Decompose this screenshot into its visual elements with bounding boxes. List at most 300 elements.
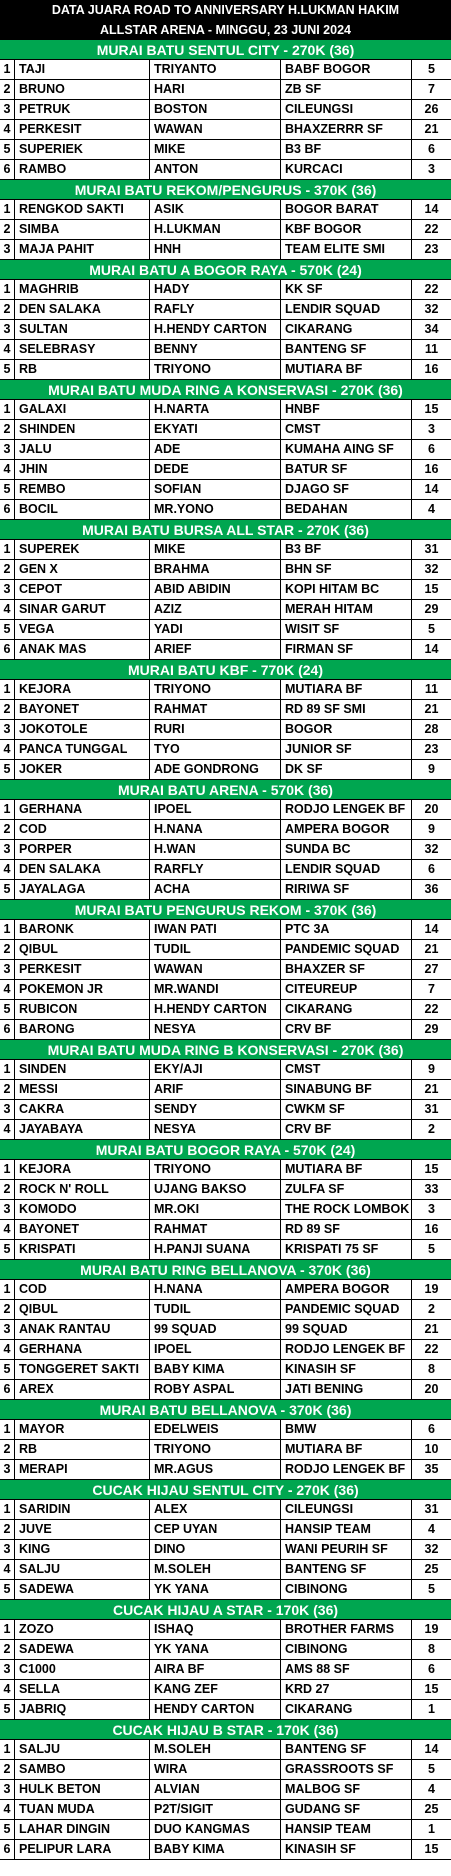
table-row [0, 640, 451, 660]
owner-cell: MR.WANDI [150, 980, 281, 999]
rank-cell: 6 [0, 1020, 15, 1039]
number-cell: 7 [428, 982, 435, 996]
owner-cell: IWAN PATI [150, 920, 281, 939]
bird-name-cell: KEJORA [15, 680, 150, 699]
table-row [0, 680, 451, 700]
number-cell: 6 [428, 862, 435, 876]
team-cell: CIKARANG [281, 320, 412, 339]
bird-name-cell: SADEWA [15, 1640, 150, 1659]
number-cell: 15 [424, 402, 439, 416]
number-cell: 15 [424, 582, 439, 596]
rank-cell: 1 [0, 280, 15, 299]
bird-name-cell: BOCIL [15, 500, 150, 519]
number-cell: 21 [424, 942, 439, 956]
owner-cell: ACHA [150, 880, 281, 899]
owner-cell: H.HENDY CARTON [150, 320, 281, 339]
bird-name-cell: SELLA [15, 1680, 150, 1699]
rank-cell: 2 [0, 300, 15, 319]
table-row [0, 720, 451, 740]
rank-cell: 2 [0, 700, 15, 719]
owner-cell: H.LUKMAN [150, 220, 281, 239]
team-cell: BABF BOGOR [281, 60, 412, 79]
team-cell: KRD 27 [281, 1680, 412, 1699]
number-cell: 4 [428, 502, 435, 516]
rank-cell: 1 [0, 1060, 15, 1079]
bird-name-cell: REMBO [15, 480, 150, 499]
number-cell: 23 [424, 742, 439, 756]
team-cell: JATI BENING [281, 1380, 412, 1399]
team-cell: SUNDA BC [281, 840, 412, 859]
bird-name-cell: ANAK RANTAU [15, 1320, 150, 1339]
team-cell: KK SF [281, 280, 412, 299]
number-cell: 20 [424, 802, 439, 816]
number-cell: 3 [428, 162, 435, 176]
owner-cell: HADY [150, 280, 281, 299]
rank-cell: 6 [0, 500, 15, 519]
team-cell: DJAGO SF [281, 480, 412, 499]
owner-cell: ALVIAN [150, 1780, 281, 1799]
bird-name-cell: MERAPI [15, 1460, 150, 1479]
rank-cell: 3 [0, 240, 15, 259]
table-row [0, 1640, 451, 1660]
team-cell: CILEUNGSI [281, 1500, 412, 1519]
number-cell: 21 [424, 702, 439, 716]
owner-cell: RAFLY [150, 300, 281, 319]
team-cell: CILEUNGSI [281, 100, 412, 119]
number-cell: 22 [424, 1342, 439, 1356]
bird-name-cell: TUAN MUDA [15, 1800, 150, 1819]
table-row [0, 1220, 451, 1240]
rank-cell: 3 [0, 1660, 15, 1679]
rank-cell: 4 [0, 1340, 15, 1359]
table-row [0, 140, 451, 160]
table-row [0, 740, 451, 760]
number-cell: 34 [424, 322, 439, 336]
team-cell: MALBOG SF [281, 1780, 412, 1799]
rank-cell: 4 [0, 600, 15, 619]
bird-name-cell: SUPEREK [15, 540, 150, 559]
table-row [0, 1700, 451, 1720]
number-cell: 31 [424, 1102, 439, 1116]
table-row [0, 440, 451, 460]
number-cell: 19 [424, 1282, 439, 1296]
table-row [0, 1100, 451, 1120]
section-header: MURAI BATU BOGOR RAYA - 570K (24) [0, 1140, 451, 1160]
number-cell: 8 [428, 1362, 435, 1376]
owner-cell: EKYATI [150, 420, 281, 439]
team-cell: B3 BF [281, 140, 412, 159]
number-cell: 27 [424, 962, 439, 976]
rank-cell: 4 [0, 860, 15, 879]
table-row [0, 280, 451, 300]
bird-name-cell: SADEWA [15, 1580, 150, 1599]
number-cell: 31 [424, 1502, 439, 1516]
rank-cell: 3 [0, 580, 15, 599]
team-cell: RD 89 SF [281, 1220, 412, 1239]
team-cell: MUTIARA BF [281, 1160, 412, 1179]
owner-cell: MR.OKI [150, 1200, 281, 1219]
bird-name-cell: CAKRA [15, 1100, 150, 1119]
owner-cell: IPOEL [150, 800, 281, 819]
owner-cell: SOFIAN [150, 480, 281, 499]
team-cell: CRV BF [281, 1120, 412, 1139]
section-header: MURAI BATU KBF - 770K (24) [0, 660, 451, 680]
owner-cell: RAHMAT [150, 700, 281, 719]
number-cell: 6 [428, 442, 435, 456]
table-row [0, 60, 451, 80]
owner-cell: H.PANJI SUANA [150, 1240, 281, 1259]
team-cell: KUMAHA AING SF [281, 440, 412, 459]
table-row [0, 880, 451, 900]
bird-name-cell: JAYALAGA [15, 880, 150, 899]
owner-cell: BABY KIMA [150, 1840, 281, 1859]
team-cell: BEDAHAN [281, 500, 412, 519]
rank-cell: 6 [0, 1380, 15, 1399]
team-cell: AMPERA BOGOR [281, 1280, 412, 1299]
table-row [0, 160, 451, 180]
number-cell: 16 [424, 1222, 439, 1236]
number-cell: 32 [424, 842, 439, 856]
table-row [0, 580, 451, 600]
table-row [0, 1280, 451, 1300]
rank-cell: 3 [0, 1100, 15, 1119]
section-header: MURAI BATU BURSA ALL STAR - 270K (36) [0, 520, 451, 540]
rank-cell: 5 [0, 360, 15, 379]
section-header: CUCAK HIJAU SENTUL CITY - 270K (36) [0, 1480, 451, 1500]
number-cell: 32 [424, 562, 439, 576]
table-row [0, 1680, 451, 1700]
rank-cell: 2 [0, 1760, 15, 1779]
bird-name-cell: CEPOT [15, 580, 150, 599]
bird-name-cell: KOMODO [15, 1200, 150, 1219]
rank-cell: 5 [0, 1000, 15, 1019]
number-cell: 9 [428, 762, 435, 776]
rank-cell: 4 [0, 1120, 15, 1139]
number-cell: 33 [424, 1182, 439, 1196]
rank-cell: 2 [0, 1080, 15, 1099]
rank-cell: 2 [0, 940, 15, 959]
rank-cell: 3 [0, 720, 15, 739]
table-row [0, 460, 451, 480]
bird-name-cell: HULK BETON [15, 1780, 150, 1799]
bird-name-cell: PELIPUR LARA [15, 1840, 150, 1859]
rank-cell: 4 [0, 1800, 15, 1819]
bird-name-cell: GEN X [15, 560, 150, 579]
rank-cell: 5 [0, 1240, 15, 1259]
rank-cell: 6 [0, 640, 15, 659]
table-row [0, 1800, 451, 1820]
number-cell: 28 [424, 722, 439, 736]
table-row [0, 480, 451, 500]
number-cell: 6 [428, 142, 435, 156]
bird-name-cell: GERHANA [15, 1340, 150, 1359]
team-cell: HANSIP TEAM [281, 1520, 412, 1539]
owner-cell: ARIEF [150, 640, 281, 659]
number-cell: 21 [424, 122, 439, 136]
bird-name-cell: JUVE [15, 1520, 150, 1539]
table-row [0, 360, 451, 380]
table-row [0, 1320, 451, 1340]
owner-cell: YK YANA [150, 1580, 281, 1599]
section-header: MURAI BATU RING BELLANOVA - 370K (36) [0, 1260, 451, 1280]
rank-cell: 2 [0, 80, 15, 99]
team-cell: BMW [281, 1420, 412, 1439]
table-row [0, 940, 451, 960]
team-cell: B3 BF [281, 540, 412, 559]
team-cell: CIKARANG [281, 1700, 412, 1719]
rank-cell: 2 [0, 1300, 15, 1319]
bird-name-cell: MAGHRIB [15, 280, 150, 299]
team-cell: KURCACI [281, 160, 412, 179]
document-subtitle: ALLSTAR ARENA - MINGGU, 23 JUNI 2024 [0, 20, 451, 40]
bird-name-cell: SALJU [15, 1560, 150, 1579]
team-cell: SINABUNG BF [281, 1080, 412, 1099]
owner-cell: H.NANA [150, 1280, 281, 1299]
bird-name-cell: RUBICON [15, 1000, 150, 1019]
rank-cell: 1 [0, 1500, 15, 1519]
number-cell: 14 [424, 642, 439, 656]
bird-name-cell: PORPER [15, 840, 150, 859]
rank-cell: 5 [0, 760, 15, 779]
rank-cell: 1 [0, 1740, 15, 1759]
number-cell: 11 [424, 342, 439, 356]
owner-cell: P2T/SIGIT [150, 1800, 281, 1819]
table-row [0, 240, 451, 260]
number-cell: 9 [428, 1062, 435, 1076]
owner-cell: YK YANA [150, 1640, 281, 1659]
rank-cell: 4 [0, 980, 15, 999]
owner-cell: TUDIL [150, 1300, 281, 1319]
rank-cell: 5 [0, 620, 15, 639]
number-cell: 21 [424, 1322, 439, 1336]
rank-cell: 2 [0, 220, 15, 239]
owner-cell: ABID ABIDIN [150, 580, 281, 599]
table-row [0, 960, 451, 980]
rank-cell: 6 [0, 1840, 15, 1859]
owner-cell: ISHAQ [150, 1620, 281, 1639]
table-row [0, 1340, 451, 1360]
rank-cell: 4 [0, 120, 15, 139]
bird-name-cell: PERKESIT [15, 120, 150, 139]
number-cell: 16 [424, 462, 439, 476]
table-row [0, 200, 451, 220]
team-cell: FIRMAN SF [281, 640, 412, 659]
owner-cell: KANG ZEF [150, 1680, 281, 1699]
number-cell: 15 [424, 1162, 439, 1176]
table-row [0, 1000, 451, 1020]
table-row [0, 100, 451, 120]
rank-cell: 1 [0, 680, 15, 699]
team-cell: ZB SF [281, 80, 412, 99]
bird-name-cell: KRISPATI [15, 1240, 150, 1259]
owner-cell: DEDE [150, 460, 281, 479]
owner-cell: ARIF [150, 1080, 281, 1099]
table-row [0, 1740, 451, 1760]
team-cell: CIBINONG [281, 1640, 412, 1659]
bird-name-cell: BAYONET [15, 700, 150, 719]
number-cell: 8 [428, 1642, 435, 1656]
rank-cell: 5 [0, 480, 15, 499]
number-cell: 29 [424, 1022, 439, 1036]
owner-cell: CEP UYAN [150, 1520, 281, 1539]
owner-cell: TRIYONO [150, 360, 281, 379]
owner-cell: RARFLY [150, 860, 281, 879]
number-cell: 5 [428, 62, 435, 76]
owner-cell: RURI [150, 720, 281, 739]
number-cell: 9 [428, 822, 435, 836]
rank-cell: 4 [0, 1220, 15, 1239]
section-header: MURAI BATU PENGURUS REKOM - 370K (36) [0, 900, 451, 920]
table-row [0, 1420, 451, 1440]
rank-cell: 2 [0, 420, 15, 439]
table-row [0, 1500, 451, 1520]
team-cell: BATUR SF [281, 460, 412, 479]
team-cell: BANTENG SF [281, 1560, 412, 1579]
number-cell: 14 [424, 922, 439, 936]
team-cell: BHAXZERRR SF [281, 120, 412, 139]
owner-cell: BOSTON [150, 100, 281, 119]
team-cell: HNBF [281, 400, 412, 419]
bird-name-cell: POKEMON JR [15, 980, 150, 999]
number-cell: 22 [424, 222, 439, 236]
bird-name-cell: BARONG [15, 1020, 150, 1039]
rank-cell: 1 [0, 920, 15, 939]
table-row [0, 800, 451, 820]
number-cell: 1 [428, 1822, 435, 1836]
section-header: MURAI BATU ARENA - 570K (36) [0, 780, 451, 800]
team-cell: WANI PEURIH SF [281, 1540, 412, 1559]
number-cell: 14 [424, 482, 439, 496]
section-header: MURAI BATU A BOGOR RAYA - 570K (24) [0, 260, 451, 280]
owner-cell: MR.YONO [150, 500, 281, 519]
table-row [0, 500, 451, 520]
team-cell: MERAH HITAM [281, 600, 412, 619]
rank-cell: 4 [0, 1560, 15, 1579]
rank-cell: 3 [0, 840, 15, 859]
owner-cell: DUO KANGMAS [150, 1820, 281, 1839]
bird-name-cell: JALU [15, 440, 150, 459]
rank-cell: 1 [0, 1620, 15, 1639]
team-cell: AMS 88 SF [281, 1660, 412, 1679]
team-cell: BANTENG SF [281, 340, 412, 359]
bird-name-cell: SULTAN [15, 320, 150, 339]
number-cell: 21 [424, 1082, 439, 1096]
bird-name-cell: JOKER [15, 760, 150, 779]
bird-name-cell: RAMBO [15, 160, 150, 179]
bird-name-cell: ZOZO [15, 1620, 150, 1639]
bird-name-cell: SINDEN [15, 1060, 150, 1079]
owner-cell: UJANG BAKSO [150, 1180, 281, 1199]
owner-cell: WIRA [150, 1760, 281, 1779]
table-row [0, 80, 451, 100]
owner-cell: YADI [150, 620, 281, 639]
bird-name-cell: GERHANA [15, 800, 150, 819]
number-cell: 32 [424, 1542, 439, 1556]
table-row [0, 1300, 451, 1320]
number-cell: 32 [424, 302, 439, 316]
owner-cell: HNH [150, 240, 281, 259]
table-row [0, 860, 451, 880]
rank-cell: 5 [0, 1700, 15, 1719]
number-cell: 36 [424, 882, 439, 896]
team-cell: LENDIR SQUAD [281, 860, 412, 879]
number-cell: 4 [428, 1782, 435, 1796]
number-cell: 31 [424, 542, 439, 556]
rank-cell: 6 [0, 160, 15, 179]
table-row [0, 1460, 451, 1480]
table-row [0, 760, 451, 780]
bird-name-cell: COD [15, 1280, 150, 1299]
table-row [0, 1520, 451, 1540]
bird-name-cell: SINAR GARUT [15, 600, 150, 619]
rank-cell: 1 [0, 60, 15, 79]
bird-name-cell: JAYABAYA [15, 1120, 150, 1139]
bird-name-cell: SELEBRASY [15, 340, 150, 359]
number-cell: 14 [424, 202, 439, 216]
team-cell: RODJO LENGEK BF [281, 800, 412, 819]
team-cell: BOGOR [281, 720, 412, 739]
bird-name-cell: SHINDEN [15, 420, 150, 439]
section-header: MURAI BATU MUDA RING B KONSERVASI - 270K (36) [0, 1040, 451, 1060]
rank-cell: 3 [0, 1460, 15, 1479]
bird-name-cell: JABRIQ [15, 1700, 150, 1719]
owner-cell: M.SOLEH [150, 1560, 281, 1579]
rank-cell: 2 [0, 1640, 15, 1659]
number-cell: 2 [428, 1302, 435, 1316]
team-cell: MUTIARA BF [281, 680, 412, 699]
table-row [0, 220, 451, 240]
team-cell: RODJO LENGEK BF [281, 1340, 412, 1359]
owner-cell: ASIK [150, 200, 281, 219]
rank-cell: 3 [0, 1320, 15, 1339]
bird-name-cell: MAYOR [15, 1420, 150, 1439]
number-cell: 16 [424, 362, 439, 376]
table-row [0, 320, 451, 340]
rank-cell: 5 [0, 140, 15, 159]
rank-cell: 1 [0, 800, 15, 819]
number-cell: 19 [424, 1622, 439, 1636]
owner-cell: IPOEL [150, 1340, 281, 1359]
team-cell: CMST [281, 1060, 412, 1079]
section-header: CUCAK HIJAU B STAR - 170K (36) [0, 1720, 451, 1740]
number-cell: 2 [428, 1122, 435, 1136]
team-cell: RD 89 SF SMI [281, 700, 412, 719]
table-row [0, 840, 451, 860]
bird-name-cell: SIMBA [15, 220, 150, 239]
rank-cell: 2 [0, 1520, 15, 1539]
section-header: MURAI BATU MUDA RING A KONSERVASI - 270K (36) [0, 380, 451, 400]
rank-cell: 5 [0, 1360, 15, 1379]
bird-name-cell: PANCA TUNGGAL [15, 740, 150, 759]
rank-cell: 1 [0, 1280, 15, 1299]
rank-cell: 2 [0, 1180, 15, 1199]
team-cell: PANDEMIC SQUAD [281, 940, 412, 959]
bird-name-cell: PETRUK [15, 100, 150, 119]
rank-cell: 1 [0, 200, 15, 219]
team-cell: KRISPATI 75 SF [281, 1240, 412, 1259]
owner-cell: HARI [150, 80, 281, 99]
team-cell: CITEUREUP [281, 980, 412, 999]
owner-cell: ADE GONDRONG [150, 760, 281, 779]
owner-cell: MR.AGUS [150, 1460, 281, 1479]
owner-cell: 99 SQUAD [150, 1320, 281, 1339]
owner-cell: SENDY [150, 1100, 281, 1119]
team-cell: CMST [281, 420, 412, 439]
owner-cell: BABY KIMA [150, 1360, 281, 1379]
team-cell: RIRIWA SF [281, 880, 412, 899]
bird-name-cell: JOKOTOLE [15, 720, 150, 739]
owner-cell: ROBY ASPAL [150, 1380, 281, 1399]
